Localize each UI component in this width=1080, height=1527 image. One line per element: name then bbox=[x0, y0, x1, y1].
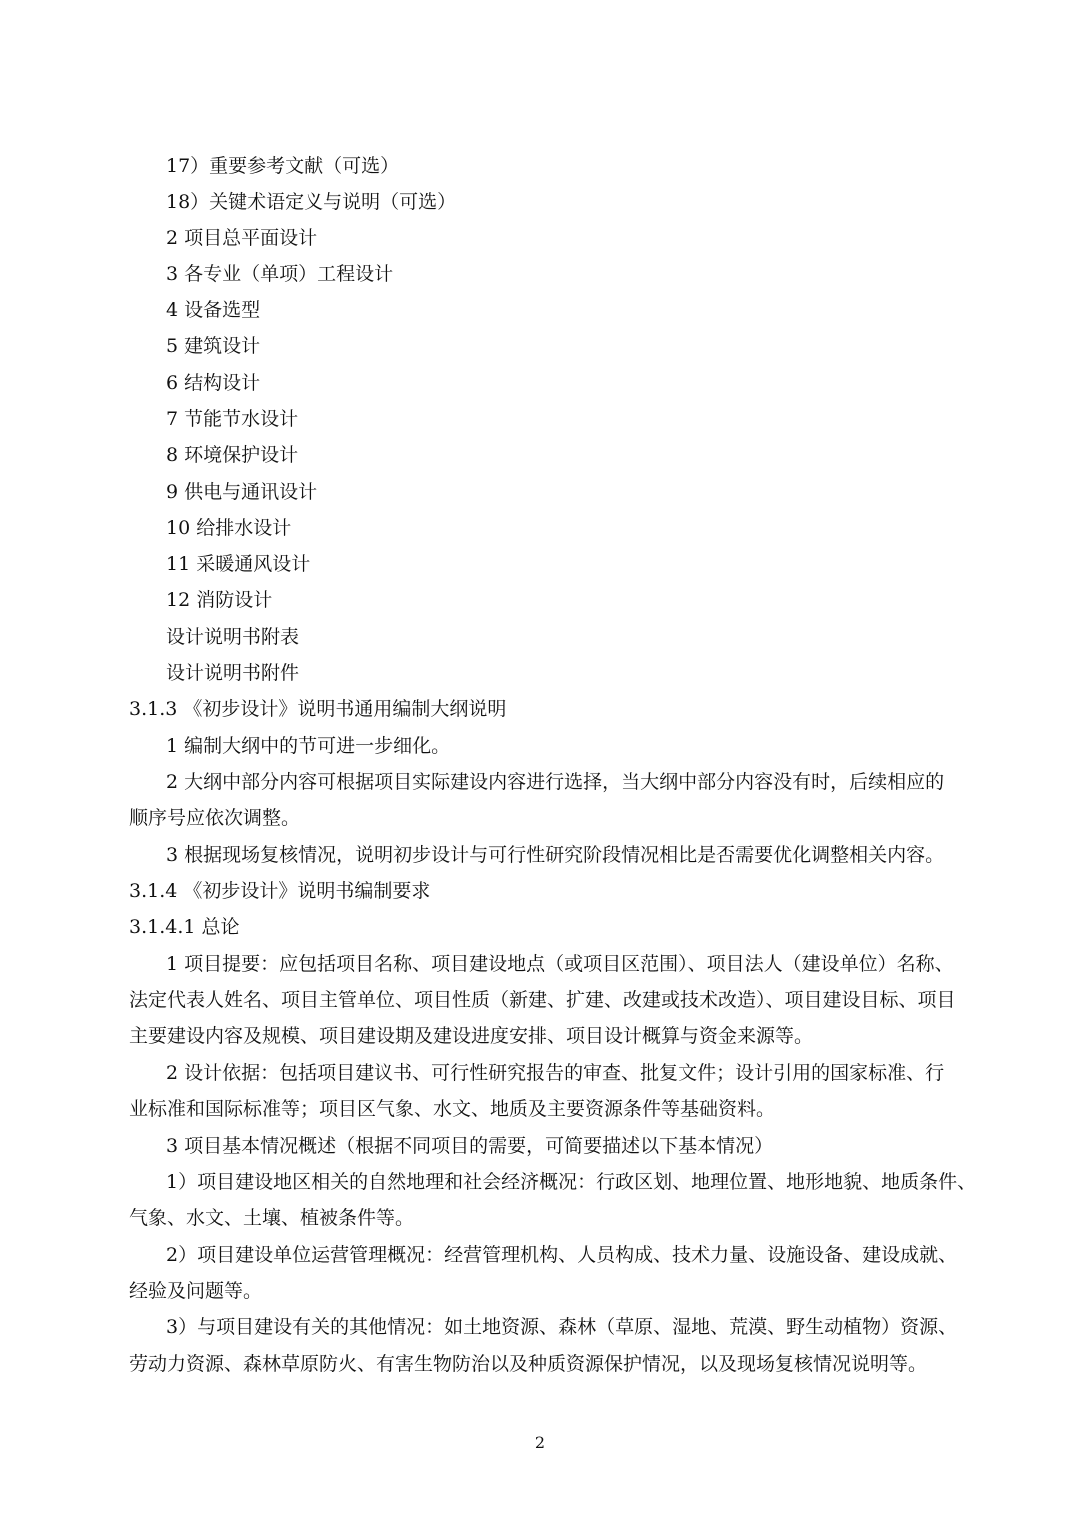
document-line: 3 根据现场复核情况，说明初步设计与可行性研究阶段情况相比是否需要优化调整相关内容。 bbox=[166, 844, 945, 866]
document-line: 6 结构设计 bbox=[166, 372, 261, 394]
section-heading: 3.1.4.1 总论 bbox=[129, 916, 240, 938]
document-line: 1）项目建设地区相关的自然地理和社会经济概况：行政区划、地理位置、地形地貌、地质条件、 bbox=[166, 1171, 977, 1193]
document-line: 9 供电与通讯设计 bbox=[166, 481, 318, 503]
document-line: 3）与项目建设有关的其他情况：如土地资源、森林（草原、湿地、荒漠、野生动植物）资源、 bbox=[166, 1316, 958, 1338]
document-line: 气象、水文、土壤、植被条件等。 bbox=[129, 1207, 415, 1229]
document-line: 12 消防设计 bbox=[166, 589, 273, 611]
document-line: 1 项目提要：应包括项目名称、项目建设地点（或项目区范围）、项目法人（建设单位）名称、 bbox=[166, 953, 954, 975]
section-heading: 3.1.4 《初步设计》说明书编制要求 bbox=[129, 880, 431, 902]
document-line: 法定代表人姓名、项目主管单位、项目性质（新建、扩建、改建或技术改造）、项目建设目标、项目 bbox=[129, 989, 956, 1011]
document-line: 设计说明书附表 bbox=[166, 626, 300, 648]
document-line: 17）重要参考文献（可选） bbox=[166, 155, 400, 177]
document-line: 业标准和国际标准等；项目区气象、水文、地质及主要资源条件等基础资料。 bbox=[129, 1098, 776, 1120]
document-line: 3 项目基本情况概述（根据不同项目的需要，可简要描述以下基本情况） bbox=[166, 1135, 774, 1157]
document-line: 7 节能节水设计 bbox=[166, 408, 299, 430]
document-line: 劳动力资源、森林草原防火、有害生物防治以及种质资源保护情况，以及现场复核情况说明等。 bbox=[129, 1353, 928, 1375]
document-line: 设计说明书附件 bbox=[166, 662, 300, 684]
document-line: 2 大纲中部分内容可根据项目实际建设内容进行选择，当大纲中部分内容没有时，后续相应的 bbox=[166, 771, 945, 793]
document-line: 11 采暖通风设计 bbox=[166, 553, 311, 575]
section-heading: 3.1.3 《初步设计》说明书通用编制大纲说明 bbox=[129, 698, 507, 720]
document-line: 2 设计依据：包括项目建议书、可行性研究报告的审查、批复文件；设计引用的国家标准、行 bbox=[166, 1062, 945, 1084]
document-line: 1 编制大纲中的节可进一步细化。 bbox=[166, 735, 451, 757]
document-line: 4 设备选型 bbox=[166, 299, 261, 321]
document-line: 2 项目总平面设计 bbox=[166, 227, 318, 249]
document-line: 3 各专业（单项）工程设计 bbox=[166, 263, 394, 285]
document-line: 经验及问题等。 bbox=[129, 1280, 263, 1302]
document-line: 5 建筑设计 bbox=[166, 335, 261, 357]
document-line: 顺序号应依次调整。 bbox=[129, 807, 301, 829]
document-line: 10 给排水设计 bbox=[166, 517, 292, 539]
document-line: 8 环境保护设计 bbox=[166, 444, 299, 466]
document-line: 主要建设内容及规模、项目建设期及建设进度安排、项目设计概算与资金来源等。 bbox=[129, 1025, 814, 1047]
page-number: 2 bbox=[534, 1433, 546, 1452]
document-line: 2）项目建设单位运营管理概况：经营管理机构、人员构成、技术力量、设施设备、建设成就、 bbox=[166, 1244, 958, 1266]
document-line: 18）关键术语定义与说明（可选） bbox=[166, 191, 457, 213]
